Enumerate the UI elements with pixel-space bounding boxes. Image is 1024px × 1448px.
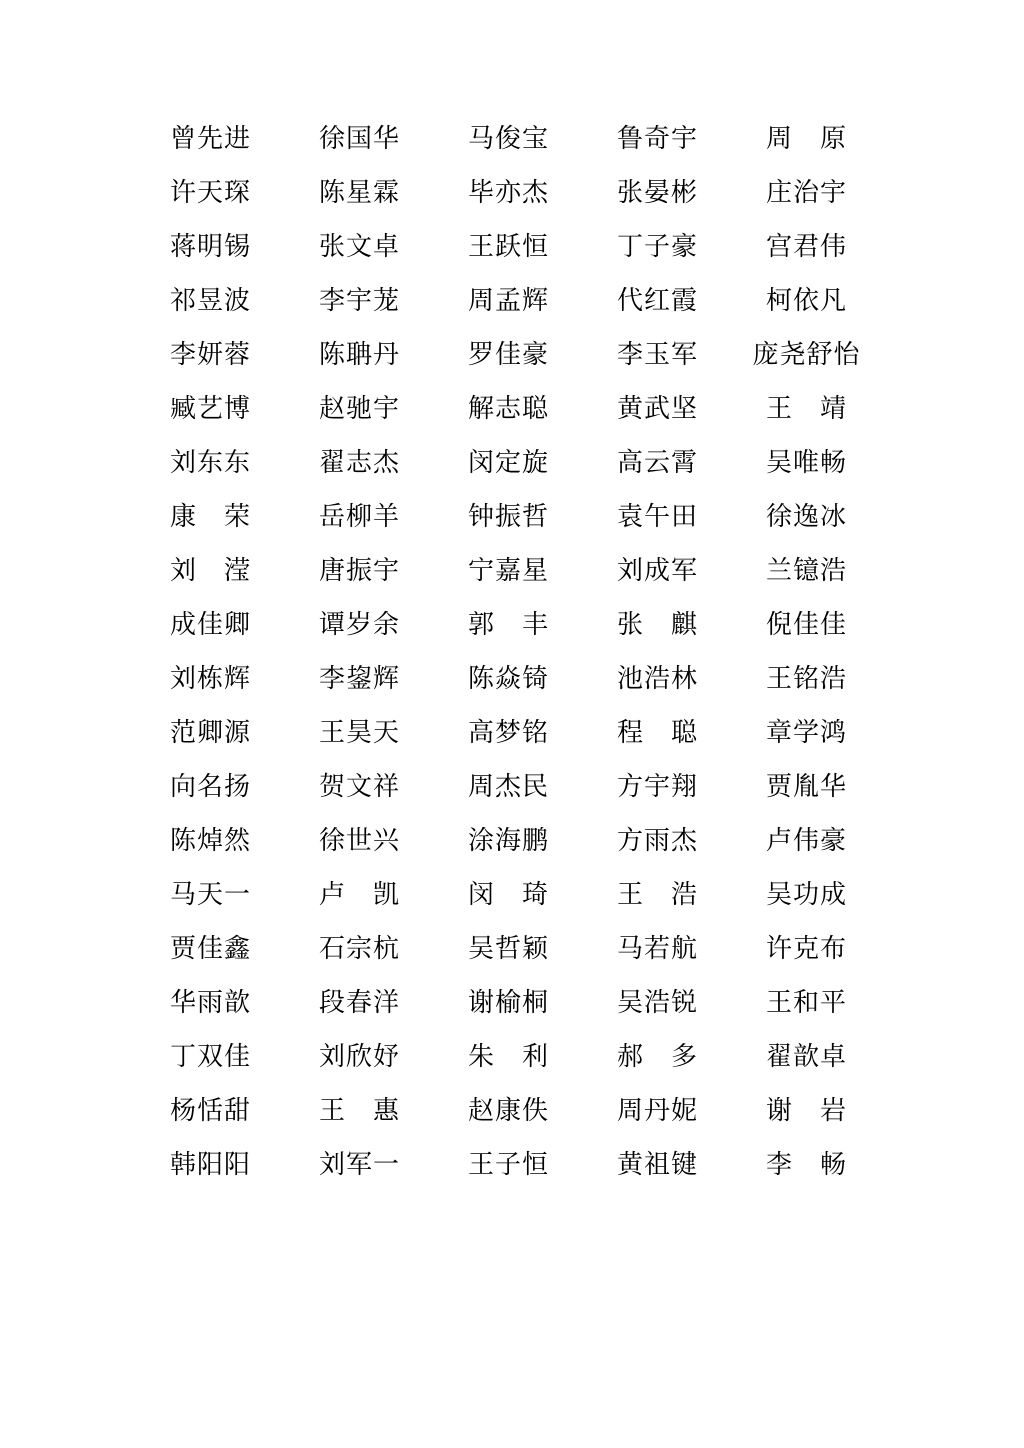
name-cell: 陈焯然: [169, 826, 251, 855]
name-cell: 张晏彬: [616, 178, 698, 207]
name-cell: 柯依凡: [765, 286, 847, 315]
name-cell: 兰镱浩: [765, 556, 847, 585]
name-cell: 闵 琦: [467, 880, 549, 909]
name-cell: 卢 凯: [318, 880, 400, 909]
name-cell: 钟振哲: [467, 502, 549, 531]
name-cell: 赵驰宇: [318, 394, 400, 423]
name-cell: 吴哲颖: [467, 934, 549, 963]
name-cell: 华雨歆: [169, 988, 251, 1017]
name-cell: 翟歆卓: [765, 1042, 847, 1071]
name-cell: 吴功成: [765, 880, 847, 909]
name-cell: 朱 利: [467, 1042, 549, 1071]
name-cell: 周 原: [765, 124, 847, 153]
name-grid: [136, 112, 881, 1192]
name-cell: 谢榆桐: [467, 988, 549, 1017]
name-cell: 袁午田: [616, 502, 698, 531]
name-cell: 李鋆辉: [318, 664, 400, 693]
name-cell: 刘 滢: [169, 556, 251, 585]
name-cell: 王子恒: [467, 1150, 549, 1179]
name-cell: 代红霞: [616, 286, 698, 315]
name-cell: 丁子豪: [616, 232, 698, 261]
name-cell: 池浩林: [616, 664, 698, 693]
name-cell: 王昊天: [318, 718, 400, 747]
name-cell: 倪佳佳: [765, 610, 847, 639]
name-cell: 章学鸿: [765, 718, 847, 747]
name-cell: 许克布: [765, 934, 847, 963]
name-cell: 宁嘉星: [467, 556, 549, 585]
name-cell: 丁双佳: [169, 1042, 251, 1071]
name-cell: 王 惠: [318, 1096, 400, 1125]
name-cell: 岳柳羊: [318, 502, 400, 531]
name-cell: 成佳卿: [169, 610, 251, 639]
name-cell: 马天一: [169, 880, 251, 909]
name-cell: 段春洋: [318, 988, 400, 1017]
name-cell: 唐振宇: [318, 556, 400, 585]
name-cell: 周孟辉: [467, 286, 549, 315]
name-cell: 李宇茏: [318, 286, 400, 315]
name-cell: 刘欣妤: [318, 1042, 400, 1071]
name-cell: 谭岁余: [318, 610, 400, 639]
name-cell: 臧艺博: [169, 394, 251, 423]
name-cell: 王 浩: [616, 880, 698, 909]
name-cell: 王铭浩: [765, 664, 847, 693]
name-cell: 陈星霖: [318, 178, 400, 207]
name-cell: 郝 多: [616, 1042, 698, 1071]
name-cell: 方雨杰: [616, 826, 698, 855]
name-cell: 马若航: [616, 934, 698, 963]
name-cell: 方宇翔: [616, 772, 698, 801]
name-cell: 李玉军: [616, 340, 698, 369]
name-cell: 范卿源: [169, 718, 251, 747]
name-cell: 黄武坚: [616, 394, 698, 423]
name-cell: 刘栋辉: [169, 664, 251, 693]
name-cell: 曾先进: [169, 124, 251, 153]
name-cell: 徐国华: [318, 124, 400, 153]
name-cell: 贺文祥: [318, 772, 400, 801]
name-cell: 庄治宇: [765, 178, 847, 207]
name-cell: 闵定旋: [467, 448, 549, 477]
name-cell: 陈聃丹: [318, 340, 400, 369]
name-cell: 吴浩锐: [616, 988, 698, 1017]
name-cell: 高云霄: [616, 448, 698, 477]
name-cell: 贾胤华: [765, 772, 847, 801]
name-cell: 周杰民: [467, 772, 549, 801]
name-cell: 鲁奇宇: [616, 124, 698, 153]
name-cell: 谢 岩: [765, 1096, 847, 1125]
name-cell: 徐逸冰: [765, 502, 847, 531]
name-cell: 石宗杭: [318, 934, 400, 963]
name-cell: 蒋明锡: [169, 232, 251, 261]
name-cell: 宫君伟: [765, 232, 847, 261]
name-cell: 陈焱锜: [467, 664, 549, 693]
name-cell: 韩阳阳: [169, 1150, 251, 1179]
name-cell: 涂海鹏: [467, 826, 549, 855]
name-cell: 刘东东: [169, 448, 251, 477]
name-cell: 黄祖键: [616, 1150, 698, 1179]
name-cell: 杨恬甜: [169, 1096, 251, 1125]
name-cell: 周丹妮: [616, 1096, 698, 1125]
name-cell: 吴唯畅: [765, 448, 847, 477]
name-cell: 刘军一: [318, 1150, 400, 1179]
name-cell: 高梦铭: [467, 718, 549, 747]
name-cell: 翟志杰: [318, 448, 400, 477]
name-cell: 李 畅: [765, 1150, 847, 1179]
name-cell: 张文卓: [318, 232, 400, 261]
name-cell: 郭 丰: [467, 610, 549, 639]
name-cell: 卢伟豪: [765, 826, 847, 855]
name-cell: 王跃恒: [467, 232, 549, 261]
name-cell: 李妍蓉: [169, 340, 251, 369]
name-cell: 毕亦杰: [467, 178, 549, 207]
name-cell: 程 聪: [616, 718, 698, 747]
name-cell: 许天琛: [169, 178, 251, 207]
name-cell: 马俊宝: [467, 124, 549, 153]
name-cell: 王和平: [765, 988, 847, 1017]
name-cell: 解志聪: [467, 394, 549, 423]
name-cell: 赵康佚: [467, 1096, 549, 1125]
name-cell: 罗佳豪: [467, 340, 549, 369]
name-cell: 庞尧舒怡: [752, 340, 861, 369]
name-cell: 康 荣: [169, 502, 251, 531]
name-cell: 贾佳鑫: [169, 934, 251, 963]
name-cell: 向名扬: [169, 772, 251, 801]
name-cell: 刘成军: [616, 556, 698, 585]
name-cell: 徐世兴: [318, 826, 400, 855]
name-cell: 张 麒: [616, 610, 698, 639]
name-cell: 王 靖: [765, 394, 847, 423]
name-cell: 祁昱波: [169, 286, 251, 315]
